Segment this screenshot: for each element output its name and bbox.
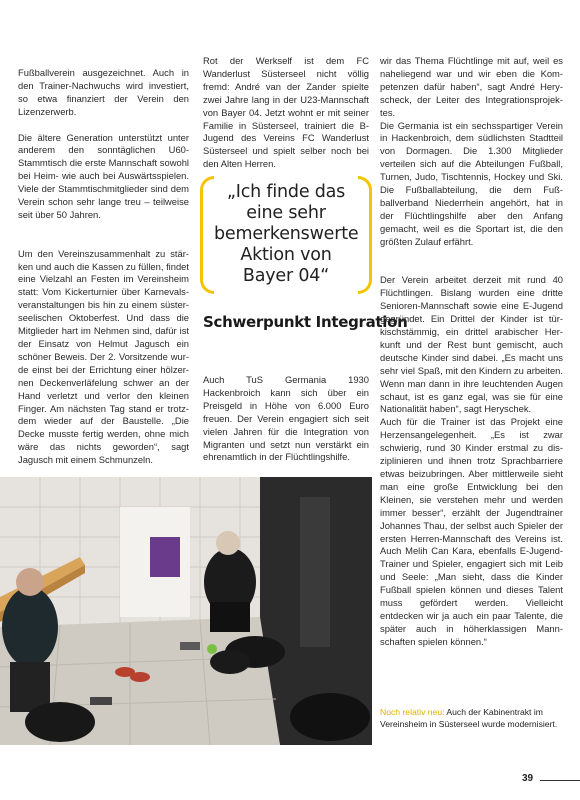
paragraph: Die Germania ist ein sechsspartiger Verein in Hackenbroich, dem südlichsten Stadtteil von Dormagen. Die 1.300 Mitglieder verteilen sich auf die Abteilungen Fußball, Turnen, Judo, Tischtennis, Hockey und Ski. Die Fußballabteilung, die dem Fußballverband Niederrhein angehört, hat in der Flüchtlingshilfe aber den Anfang gemacht, weil es die Sportart ist, die den größten Zulauf erfährt.	[380, 119, 563, 247]
pull-quote-text: „Ich finde das eine sehr bemerkenswerte Aktion von Bayer 04“	[214, 182, 359, 286]
locker-room-photo	[0, 477, 372, 745]
section-heading: Schwerpunkt Integration	[203, 313, 408, 331]
right-bracket-decoration	[358, 176, 372, 294]
caption-highlight: Noch relativ neu:	[380, 707, 445, 717]
paragraph: Der Verein arbeitet derzeit mit rund 40 Flüchtlingen. Bislang wurden eine dritte Senioren-Mannschaft sowie eine E-Jugend gegründet. Ein Drittel der Kinder ist türkischstämmig, ein drittel arabischer Herkunft und der Rest bunt gemischt, auch deutsche Kinder sind dabei. „Es macht uns sehr viel Spaß, mit den Kindern zu arbeiten. Wenn man dann in ihre leuchtenden Augen schaut, ist es ganz egal, was sie für eine Nationalität haben“, sagt Heryschek.	[380, 274, 563, 415]
paragraph: Fußballverein ausgezeichnet. Auch in den Trainer-Nachwuchs wird investiert, so etwa finanziert der Verein den Lizenzerwerb.	[18, 67, 189, 117]
article-column-1	[18, 67, 189, 506]
left-bracket-decoration	[200, 176, 214, 294]
caption-text: Auch der Kabinentrakt im Vereinsheim in Süsterseel wurde modernisiert.	[380, 707, 558, 729]
paragraph: Auch TuS Germania 1930 Hackenbroich kann sich über ein Preisgeld in Höhe von 6.000 Euro freuen. Der Verein engagiert sich seit vielen Jahren für die Integration von Migranten und setzt nun verstärkt ein ehrenamtlich in der Flüchtlingshilfe.	[203, 374, 369, 463]
pull-quote	[200, 172, 372, 298]
paragraph: wir das Thema Flüchtlinge mit auf, weil es naheliegend war und wir eben die Kompetenzen dafür haben“, sagt André Heryscheck, der Leiter des Integrationsprojektes.	[380, 55, 563, 118]
article-column-3	[380, 55, 563, 649]
page-number-rule	[540, 780, 580, 781]
paragraph: Um den Vereinszusammenhalt zu stärken und auch die Kassen zu füllen, findet eine Vielzahl an Festen im Vereinsheim statt: Vom Kickerturnier über Karnevalsveranstaltungen bis hin zu einem süsterseelischen Oktoberfest. Und dass die Mitglieder hart im Nehmen sind, dafür ist der Einsatz von Helmut Jagusch ein schöner Beweis. Der 2. Vorsitzende wurde einst bei der Errichtung einer hölzernen Deckenverläfelung schwer an der Hand verletzt und verlor den kleinen Finger. Am nächsten Tag stand er trotzdem wieder auf der Baustelle. „Die Decke musste fertig werden, ohne mich wäre das nichts geworden“, sagt Jagusch mit einem Schmunzeln.	[18, 247, 189, 466]
paragraph: Auch für die Trainer ist das Projekt eine Herzensangelegenheit. „Es ist zwar schwierig, rund 30 Kinder erstmal zu disziplinieren und ihnen trotz Sprachbarriere etwas beizubringen. Aber mittlerweile sieht man eine große Entwicklung bei den Kleinen, sie verstehen mehr und werden immer besser“, erzählt der Jugendtrainer Johannes Thau, der selbst auch Spieler der ersten Herren-Mannschaft des Vereins ist. Auch Melih Can Kara, ebenfalls E-Jugend-Trainer und Spieler, engagiert sich mit Leib und Seele: „Man sieht, dass die Kinder Fußball spielen können und dieses Talent muss gefördert werden. Vielleicht entdecken wir ja auch ein paar Talente, die später auch in höherklassigen Mannschaften spielen können.“	[380, 416, 563, 647]
page-number: 39	[522, 773, 534, 784]
article-column-2	[203, 55, 369, 542]
photo-caption	[380, 706, 560, 730]
paragraph: Rot der Werkself ist dem FC Wanderlust Süsterseel nicht völlig fremd: André van der Zander spielte zwei Jahre lang in der U23-Mannschaft von Bayer 04. Jetzt wohnt er mit seiner Familie in Süsterseel, trainiert die B-Jugend des Vereins FC Wanderlust Süsterseel und spielt selber noch bei den Alten Herren.	[203, 55, 369, 170]
paragraph: Die ältere Generation unterstützt unter anderem den sonntäglichen U60-Stammtisch die erste Mannschaft sowohl bei Heim- wie auch bei Auswärtsspielen. Viele der Stammtischmitglieder sind dem Verein schon sehr lange treu – teilweise seit über 50 Jahren.	[18, 131, 189, 220]
